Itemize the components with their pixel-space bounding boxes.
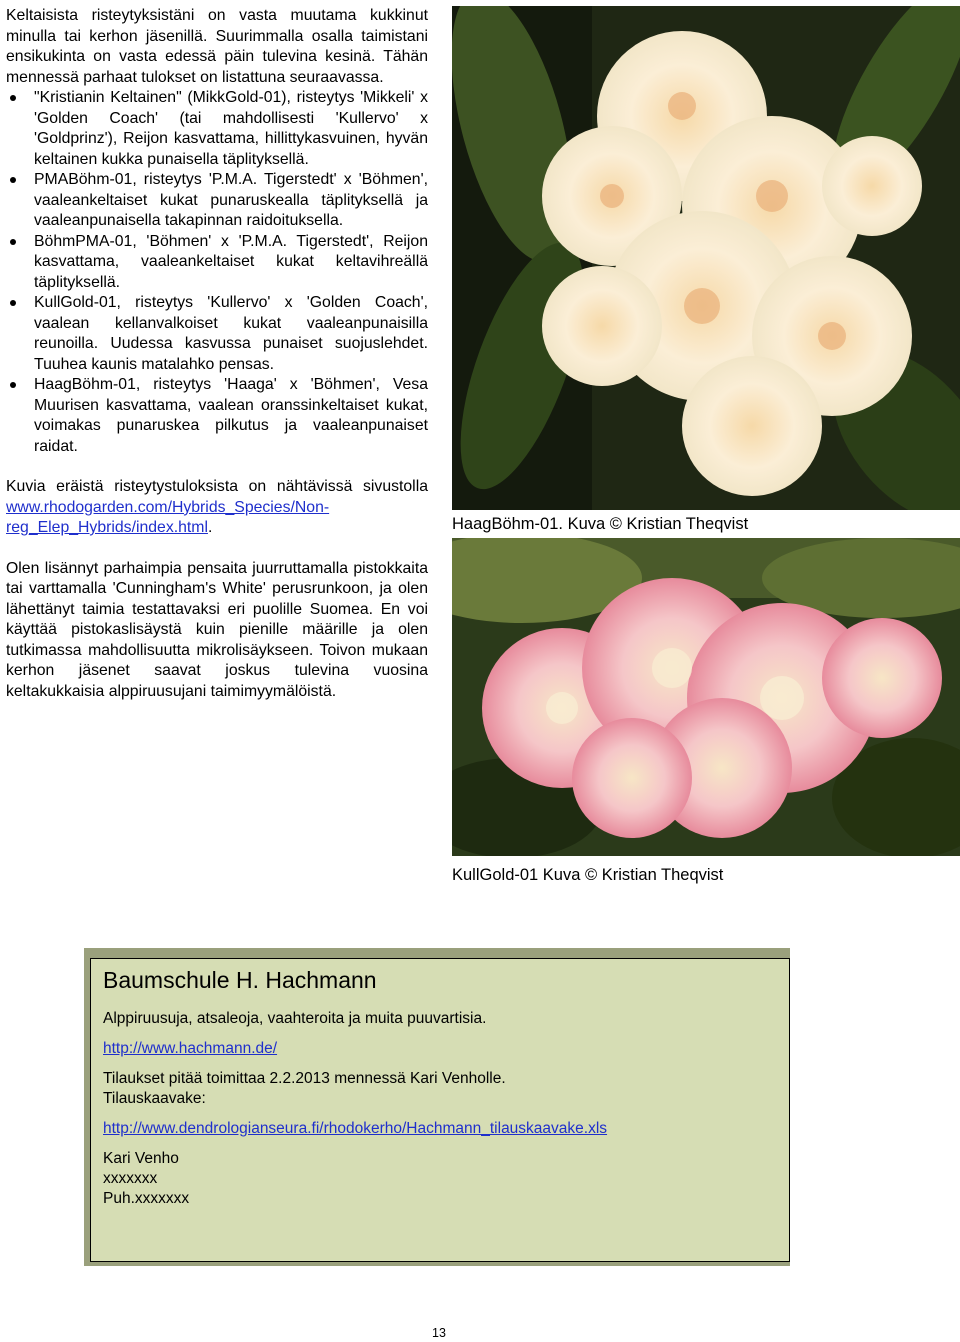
website-text: Kuvia eräistä risteytystuloksista on nähtävissä sivustolla — [6, 478, 428, 495]
rhodogarden-link[interactable]: www.rhodogarden.com/Hybrids_Species/Non-reg_Elep_Hybrids/index.html — [6, 498, 330, 536]
ad-description: Alppiruusuja, atsaleoja, vaahteroita ja muita puuvartisia. — [103, 1010, 487, 1027]
website-end: . — [207, 519, 213, 536]
list-item-text: PMABöhm-01, risteytys 'P.M.A. Tigerstedt' x 'Böhmen', vaaleankeltaiset kukat punaruskealla täplityksellä ja vaaleanpunaisella takapinnan raidoituksella. — [34, 171, 428, 229]
website-paragraph — [6, 477, 428, 539]
photo-caption: HaagBöhm-01. Kuva © Kristian Theqvist — [452, 515, 749, 533]
hybrid-list — [6, 88, 428, 457]
bullet-icon — [10, 95, 16, 101]
list-item-text: BöhmPMA-01, 'Böhmen' x 'P.M.A. Tigerstedt', Reijon kasvattama, vaaleankeltaiset kukat keltavihreällä täplityksellä. — [34, 232, 428, 291]
list-item — [34, 375, 428, 457]
list-item-text: "Kristianin Keltainen" (MikkGold-01), risteytys 'Mikkeli' x 'Golden Coach' (tai mahdollisesti 'Kullervo' x 'Goldprinz'), Reijon kasvattama, hillittykasvuinen, hyvän keltainen kukka punaisella täplityksellä. — [34, 89, 428, 168]
list-item — [34, 232, 428, 294]
propagation-paragraph: Olen lisännyt parhaimpia pensaita juurruttamalla pistokkaita tai varttamalla 'Cunningham's White' perusrunkoon, ja olen lähettänyt taimia testattavaksi eri puolille Suomea. En voi käyttää pistokaslisäystä kuin pienille määrille ja olen tutkimassa mahdollisuutta mikrolisäykseen. Toivon mukaan kerhon jäsenet saavat joskus tulevina vuosina keltakukkaisia alppiruusujani taimimyymälöistä. — [6, 559, 428, 700]
left-column — [6, 6, 428, 702]
hachmann-link[interactable]: http://www.hachmann.de/ — [103, 1040, 278, 1057]
contact-phone: Puh.xxxxxxx — [103, 1190, 190, 1207]
photo-caption: KullGold-01 Kuva © Kristian Theqvist — [452, 866, 724, 884]
list-item-text: KullGold-01, risteytys 'Kullervo' x 'Golden Coach', vaalean kellanvalkoiset kukat vaaleanpunaisilla reunoilla. Uudessa kasvussa punaiset suojuslehdet. Tuuhea kaunis matalahko pensas. — [34, 294, 428, 373]
photo-kullgold — [452, 538, 960, 856]
list-item — [34, 88, 428, 170]
page-number: 13 — [432, 1326, 446, 1340]
hachmann-ad-box — [90, 958, 790, 1262]
list-item — [34, 293, 428, 375]
bullet-icon — [10, 382, 16, 388]
bullet-icon — [10, 239, 16, 245]
list-item — [34, 170, 428, 232]
photo-haagbohm — [452, 6, 960, 510]
ad-form-label: Tilauskaavake: — [103, 1090, 206, 1107]
intro-paragraph: Keltaisista risteytyksistäni on vasta muutama kukkinut minulla tai kerhon jäsenillä. Suurimmalla osalla taimistani ensikukinta on vasta edessä päin tulevina kesinä. Tähän mennessä parhaat tulokset on listattuna seuraavassa. — [6, 7, 428, 86]
ad-title: Baumschule H. Hachmann — [103, 967, 377, 993]
contact-name: Kari Venho — [103, 1150, 179, 1167]
ad-order-deadline: Tilaukset pitää toimittaa 2.2.2013 mennessä Kari Venholle. — [103, 1070, 506, 1087]
order-form-link[interactable]: http://www.dendrologianseura.fi/rhodokerho/Hachmann_tilauskaavake.xls — [103, 1120, 608, 1137]
contact-line: xxxxxxx — [103, 1170, 158, 1187]
bullet-icon — [10, 177, 16, 183]
bullet-icon — [10, 300, 16, 306]
list-item-text: HaagBöhm-01, risteytys 'Haaga' x 'Böhmen', Vesa Muurisen kasvattama, vaalean oranssinkeltaiset kukat, voimakas punaruskea pilkutus ja vaaleanpunaiset raidat. — [34, 376, 428, 455]
